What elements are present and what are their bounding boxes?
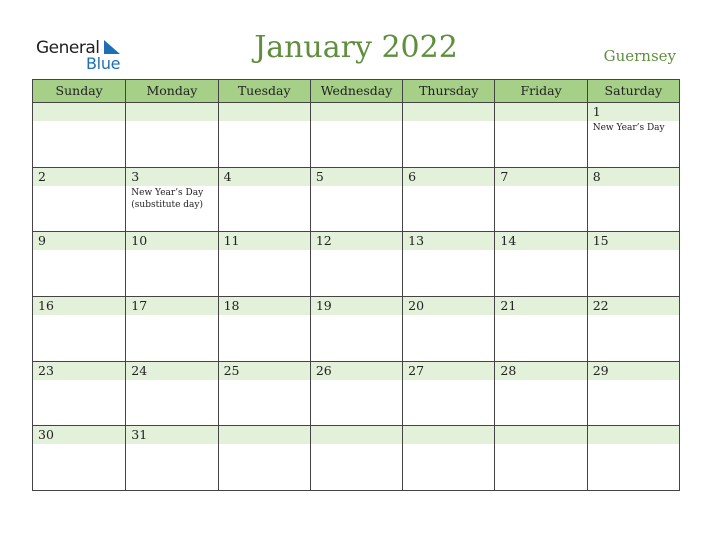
day-cell xyxy=(587,102,679,167)
day-number-band xyxy=(403,426,494,444)
day-number-band xyxy=(495,103,586,121)
weekday-header: Monday xyxy=(125,80,217,102)
day-cell xyxy=(310,361,402,426)
day-number: 13 xyxy=(408,233,425,249)
day-number: 22 xyxy=(592,297,609,313)
weekday-header: Sunday xyxy=(33,80,125,102)
day-cell xyxy=(33,102,125,167)
logo-blue-text: Blue xyxy=(86,54,121,73)
day-cell xyxy=(218,102,310,167)
day-number: 27 xyxy=(408,362,425,378)
day-number: 8 xyxy=(592,168,601,184)
day-number: 3 xyxy=(131,168,140,184)
day-cell xyxy=(587,296,679,361)
day-number-band xyxy=(33,232,125,250)
calendar-grid xyxy=(32,79,680,491)
day-number: 17 xyxy=(131,297,148,313)
day-cell xyxy=(218,296,310,361)
day-number-band xyxy=(219,426,310,444)
day-number: 20 xyxy=(408,297,425,313)
day-cell xyxy=(310,231,402,296)
day-cell xyxy=(310,296,402,361)
day-number-band xyxy=(311,168,402,186)
day-number-band xyxy=(403,103,494,121)
day-cell xyxy=(587,231,679,296)
weekday-header: Thursday xyxy=(402,80,494,102)
day-cell xyxy=(218,361,310,426)
day-cell xyxy=(310,425,402,490)
day-number: 19 xyxy=(315,297,332,313)
day-number: 29 xyxy=(592,362,609,378)
day-cell xyxy=(33,167,125,232)
day-cell xyxy=(33,296,125,361)
day-cell xyxy=(402,296,494,361)
weekday-header: Tuesday xyxy=(218,80,310,102)
logo-general-text: General xyxy=(36,38,100,58)
day-number: 2 xyxy=(38,168,46,184)
day-cell xyxy=(125,167,217,232)
day-number-band xyxy=(33,103,125,121)
day-cell xyxy=(218,231,310,296)
day-number: 30 xyxy=(38,427,54,443)
day-cell xyxy=(494,102,586,167)
day-number: 14 xyxy=(500,233,517,249)
day-cell xyxy=(587,361,679,426)
day-number: 18 xyxy=(223,297,240,313)
country-label: Guernsey xyxy=(603,47,676,65)
day-cell xyxy=(587,167,679,232)
day-number: 21 xyxy=(500,297,517,313)
day-cell xyxy=(33,425,125,490)
day-cell xyxy=(33,231,125,296)
day-cell xyxy=(494,231,586,296)
day-cell xyxy=(587,425,679,490)
day-number: 11 xyxy=(223,233,240,249)
day-cell xyxy=(125,361,217,426)
weekday-header: Saturday xyxy=(587,80,679,102)
day-number-band xyxy=(588,168,679,186)
day-number-band xyxy=(311,103,402,121)
day-number: 24 xyxy=(131,362,148,378)
day-cell xyxy=(402,167,494,232)
day-number: 31 xyxy=(131,427,148,443)
day-number: 28 xyxy=(500,362,517,378)
day-cell xyxy=(494,167,586,232)
day-number: 10 xyxy=(131,233,148,249)
calendar-title: January 2022 xyxy=(254,30,458,65)
day-cell xyxy=(218,167,310,232)
day-cell xyxy=(402,231,494,296)
day-cell xyxy=(494,361,586,426)
day-cell xyxy=(310,167,402,232)
day-cell xyxy=(125,102,217,167)
day-number-band xyxy=(495,168,586,186)
day-number: 9 xyxy=(38,233,46,249)
day-cell xyxy=(494,425,586,490)
holiday-label: New Year’s Day xyxy=(592,123,665,133)
day-cell xyxy=(33,361,125,426)
day-number-band xyxy=(126,168,217,186)
weekday-header: Wednesday xyxy=(310,80,402,102)
day-number-band xyxy=(219,168,310,186)
day-number-band xyxy=(403,168,494,186)
day-cell xyxy=(125,425,217,490)
day-number-band xyxy=(495,426,586,444)
holiday-label: New Year’s Day (substitute day) xyxy=(131,187,204,210)
day-number: 16 xyxy=(38,297,54,313)
day-number-band xyxy=(588,103,679,121)
day-number: 23 xyxy=(38,362,54,378)
day-number-band xyxy=(126,103,217,121)
day-number: 5 xyxy=(315,168,324,184)
day-number-band xyxy=(588,426,679,444)
day-number: 6 xyxy=(408,168,417,184)
day-number-band xyxy=(219,103,310,121)
day-number: 25 xyxy=(223,362,240,378)
day-cell xyxy=(494,296,586,361)
day-cell xyxy=(218,425,310,490)
day-cell xyxy=(402,361,494,426)
day-number: 1 xyxy=(592,104,601,119)
day-cell xyxy=(402,102,494,167)
day-number: 12 xyxy=(315,233,332,249)
day-number: 15 xyxy=(592,233,609,249)
day-number-band xyxy=(33,168,125,186)
day-cell xyxy=(402,425,494,490)
weekday-header: Friday xyxy=(494,80,586,102)
day-number: 4 xyxy=(223,168,232,184)
day-cell xyxy=(125,296,217,361)
day-number: 26 xyxy=(315,362,332,378)
day-number: 7 xyxy=(500,168,509,184)
day-number-band xyxy=(311,426,402,444)
day-cell xyxy=(310,102,402,167)
day-cell xyxy=(125,231,217,296)
